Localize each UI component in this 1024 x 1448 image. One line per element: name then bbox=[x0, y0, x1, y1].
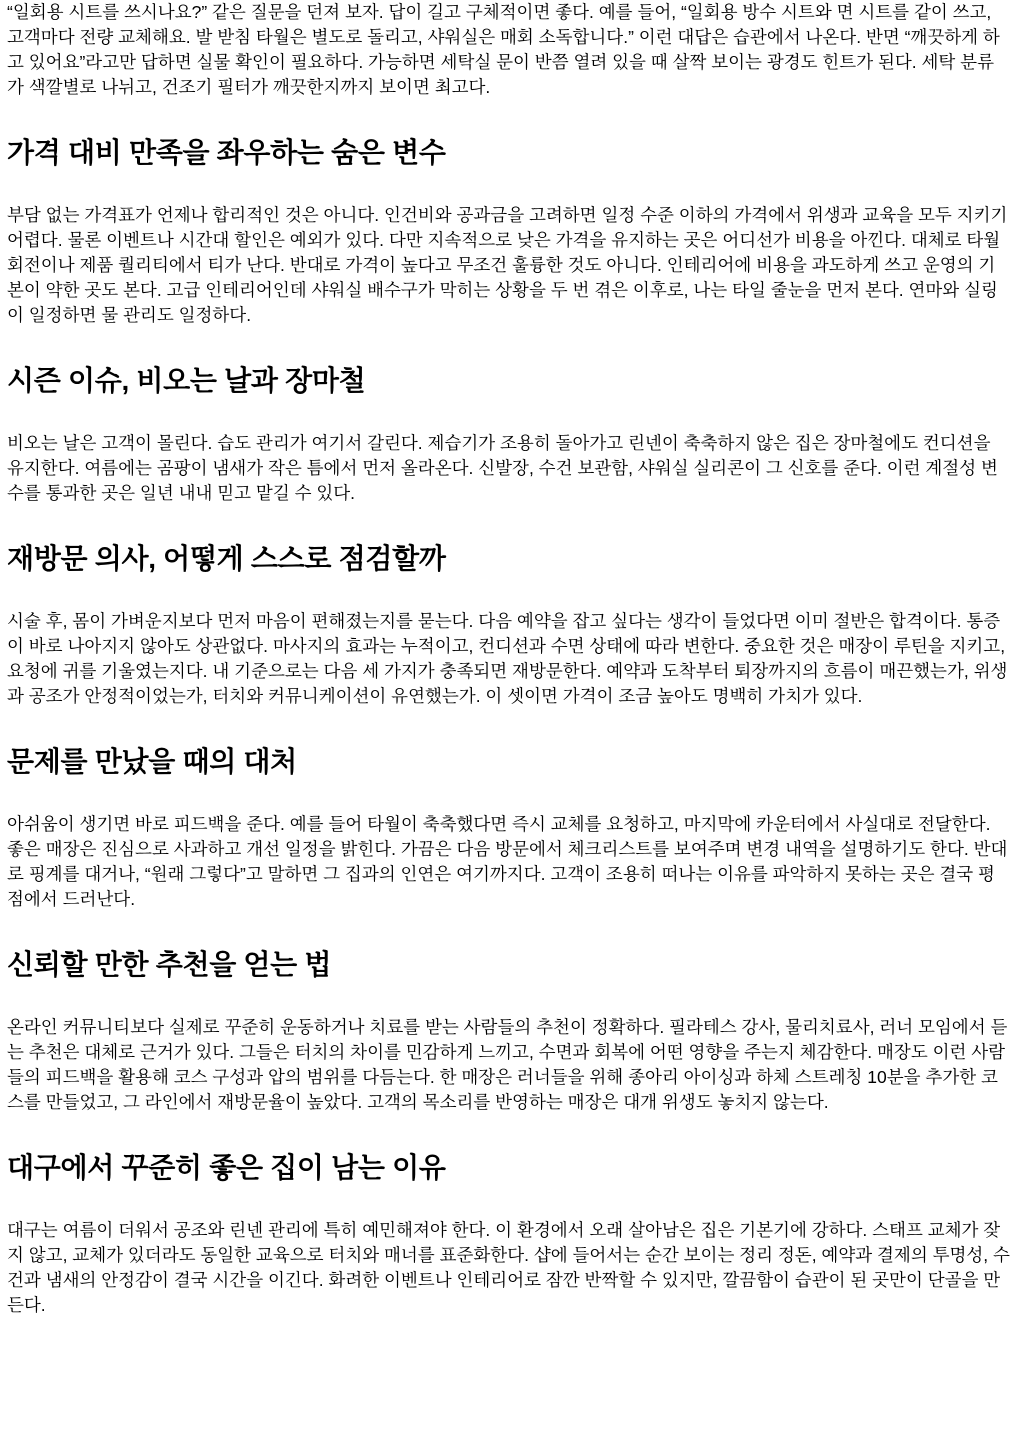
section-trusted-recommendation bbox=[7, 948, 1010, 1115]
section-season-issue bbox=[7, 364, 1010, 506]
section-problem-handling bbox=[7, 745, 1010, 912]
section-paragraph-trusted-recommendation: 온라인 커뮤니티보다 실제로 꾸준히 운동하거나 치료를 받는 사람들의 추천이 정확하다. 필라테스 강사, 물리치료사, 러너 모임에서 듣는 추천은 대체로 근거가 있다. 그들은 터치의 차이를 민감하게 느끼고, 수면과 회복에 어떤 영향을 주는지 체감한다. 매장도 이런 사람들의 피드백을 활용해 코스 구성과 압의 범위를 다듬는다. 한 매장은 러너들을 위해 종아리 아이싱과 하체 스트레칭 10분을 추가한 코스를 만들었고, 그 라인에서 재방문율이 높았다. 고객의 목소리를 반영하는 매장은 대개 위생도 놓치지 않는다. bbox=[7, 1017, 1008, 1112]
section-paragraph-price-value: 부담 없는 가격표가 언제나 합리적인 것은 아니다. 인건비와 공과금을 고려하면 일정 수준 이하의 가격에서 위생과 교육을 모두 지키기 어렵다. 물론 이벤트나 시간대 할인은 예외가 있다. 다만 지속적으로 낮은 가격을 유지하는 곳은 어디선가 비용을 아낀다. 대체로 타월 회전이나 제품 퀄리티에서 티가 난다. 반대로 가격이 높다고 무조건 훌륭한 것도 아니다. 인테리어에 비용을 과도하게 쓰고 운영의 기본이 약한 곳도 본다. 고급 인테리어인데 샤워실 배수구가 막히는 상황을 두 번 겪은 이후로, 나는 타일 줄눈을 먼저 본다. 연마와 실링이 일정하면 물 관리도 일정하다. bbox=[7, 205, 1008, 325]
section-daegu-reason bbox=[7, 1151, 1010, 1318]
section-price-value bbox=[7, 136, 1010, 328]
section-heading-problem-handling: 문제를 만났을 때의 대처 bbox=[7, 746, 297, 777]
article-body bbox=[7, 0, 1010, 1318]
intro-paragraph: “일회용 시트를 쓰시나요?” 같은 질문을 던져 보자. 답이 길고 구체적이면 좋다. 예를 들어, “일회용 방수 시트와 면 시트를 같이 쓰고, 고객마다 전량 교체해요. 발 받침 타월은 별도로 돌리고, 샤워실은 매회 소독합니다.” 이런 대답은 습관에서 나온다. 반면 “깨끗하게 하고 있어요”라고만 답하면 실물 확인이 필요하다. 가능하면 세탁실 문이 반쯤 열려 있을 때 살짝 보이는 광경도 힌트가 된다. 세탁 분류가 색깔별로 나뉘고, 건조기 필터가 깨끗한지까지 보이면 최고다. bbox=[7, 2, 1000, 97]
section-heading-price-value: 가격 대비 만족을 좌우하는 숨은 변수 bbox=[7, 137, 446, 168]
section-heading-daegu-reason: 대구에서 꾸준히 좋은 집이 남는 이유 bbox=[7, 1152, 446, 1183]
section-paragraph-revisit-check: 시술 후, 몸이 가벼운지보다 먼저 마음이 편해졌는지를 묻는다. 다음 예약을 잡고 싶다는 생각이 들었다면 이미 절반은 합격이다. 통증이 바로 나아지지 않아도 상관없다. 마사지의 효과는 누적이고, 컨디션과 수면 상태에 따라 변한다. 중요한 것은 매장이 루틴을 지키고, 요청에 귀를 기울였는지다. 내 기준으로는 다음 세 가지가 충족되면 재방문한다. 예약과 도착부터 퇴장까지의 흐름이 매끈했는가, 위생과 공조가 안정적이었는가, 터치와 커뮤니케이션이 유연했는가. 이 셋이면 가격이 조금 높아도 명백히 가치가 있다. bbox=[7, 611, 1008, 706]
section-heading-season-issue: 시즌 이슈, 비오는 날과 장마철 bbox=[7, 365, 366, 396]
section-paragraph-problem-handling: 아쉬움이 생기면 바로 피드백을 준다. 예를 들어 타월이 축축했다면 즉시 교체를 요청하고, 마지막에 카운터에서 사실대로 전달한다. 좋은 매장은 진심으로 사과하고 개선 일정을 밝힌다. 가끔은 다음 방문에서 체크리스트를 보여주며 변경 내역을 설명하기도 한다. 반대로 핑계를 대거나, “원래 그렇다”고 말하면 그 집과의 인연은 여기까지다. 고객이 조용히 떠나는 이유를 파악하지 못하는 곳은 결국 평점에서 드러난다. bbox=[7, 814, 1008, 909]
section-revisit-check bbox=[7, 542, 1010, 709]
section-paragraph-daegu-reason: 대구는 여름이 더워서 공조와 린넨 관리에 특히 예민해져야 한다. 이 환경에서 오래 살아남은 집은 기본기에 강하다. 스태프 교체가 잦지 않고, 교체가 있더라도 동일한 교육으로 터치와 매너를 표준화한다. 샵에 들어서는 순간 보이는 정리 정돈, 예약과 결제의 투명성, 수건과 냄새의 안정감이 결국 시간을 이긴다. 화려한 이벤트나 인테리어로 잠깐 반짝할 수 있지만, 깔끔함이 습관이 된 곳만이 단골을 만든다. bbox=[7, 1220, 1010, 1315]
section-paragraph-season-issue: 비오는 날은 고객이 몰린다. 습도 관리가 여기서 갈린다. 제습기가 조용히 돌아가고 린넨이 축축하지 않은 집은 장마철에도 컨디션을 유지한다. 여름에는 곰팡이 냄새가 작은 틈에서 먼저 올라온다. 신발장, 수건 보관함, 샤워실 실리콘이 그 신호를 준다. 이런 계절성 변수를 통과한 곳은 일년 내내 믿고 맡길 수 있다. bbox=[7, 433, 998, 503]
section-heading-trusted-recommendation: 신뢰할 만한 추천을 얻는 법 bbox=[7, 949, 332, 980]
section-heading-revisit-check: 재방문 의사, 어떻게 스스로 점검할까 bbox=[7, 543, 446, 574]
